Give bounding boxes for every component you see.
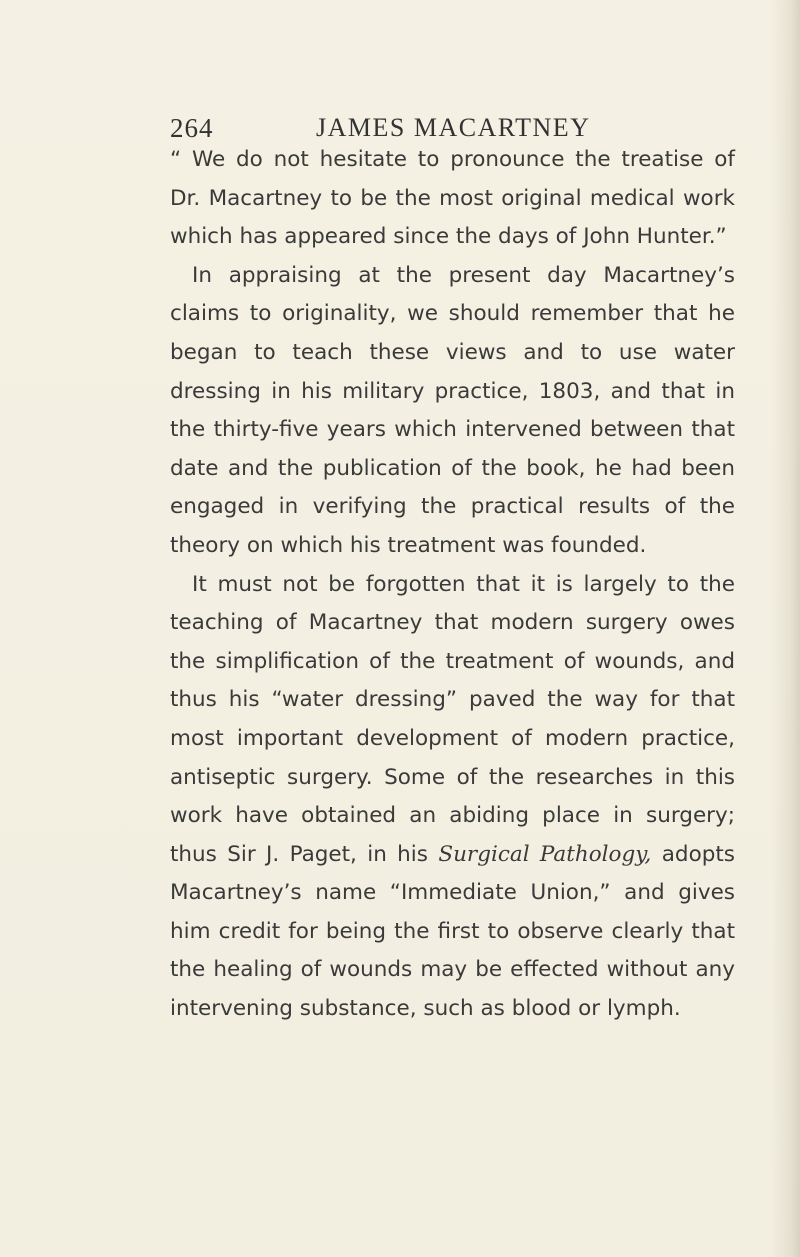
paragraph-text-before-title: It must not be forgotten that it is largely to the teaching of Macartney that modern surgery owes the simplification of the treatment of wounds, and thus his “water dressing” paved the way for that most important development of modern practice, antiseptic surgery. Some of the researches in this work have obtained an abiding place in surgery; thus Sir J. Paget, in his xyxy=(170,571,735,867)
page-number: 264 xyxy=(170,113,214,143)
running-head: JAMES MACARTNEY xyxy=(316,113,591,142)
paragraph-text-after-title: adopts Macartney’s name “Immediate Union,” and gives him credit for being the first to observe clearly that the healing of wounds may be effected without any intervening substance, such as blood or lymph. xyxy=(170,841,735,1022)
book-title-italic: Surgical Pathology, xyxy=(438,841,652,867)
paragraph-modern-surgery xyxy=(170,566,735,1029)
paragraph-quote: “ We do not hesitate to pronounce the treatise of Dr. Macartney to be the most original medical work which has appeared since the days of John Hunter.” xyxy=(170,147,735,250)
paragraph-appraisal: In appraising at the present day Macartney’s claims to originality, we should remember that he began to teach these views and to use water dressing in his military practice, 1803, and that in the thirty-five years which intervened between that date and the publication of the book, he had been engaged in verifying the practical results of the theory on which his treatment was founded. xyxy=(170,262,735,558)
body-text xyxy=(170,141,735,1029)
